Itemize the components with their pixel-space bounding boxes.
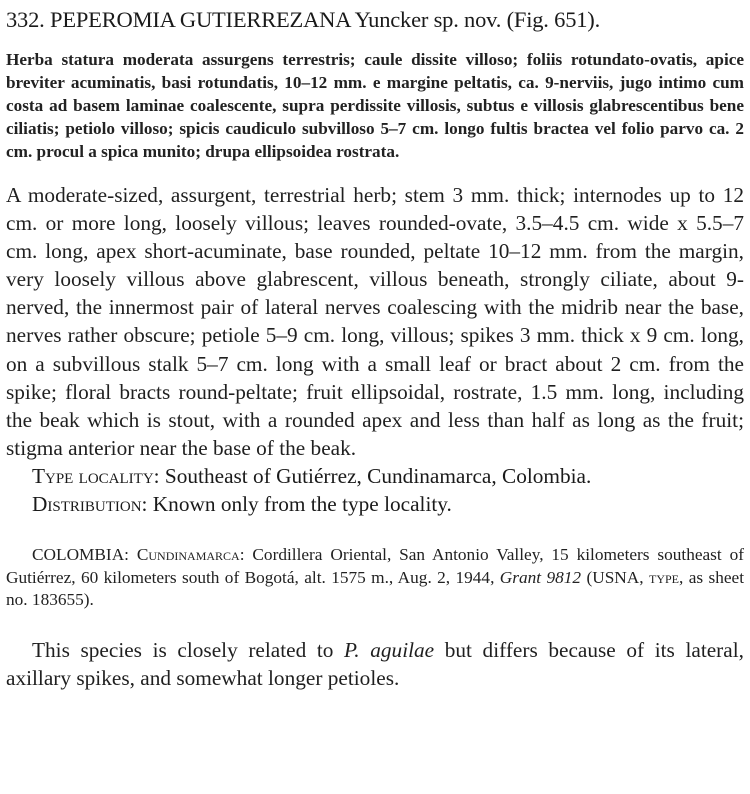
specimen-type-label: type, — [649, 567, 684, 587]
remark-species: P. aguilae — [344, 637, 435, 662]
distribution-label: Distribution: — [32, 492, 148, 517]
remark-after: but differs because of its lateral, axillary spikes, and somewhat longer petioles. — [6, 637, 744, 690]
specimen-locality: Cordillera Oriental, San Antonio Valley, 15 kilometers southeast of Gutiérrez, 60 kilometers south of Bogotá, alt. 1575 m., Aug. 2, 1944, — [6, 545, 744, 587]
specimen-citation — [6, 544, 744, 612]
distribution-value: Known only from the type locality. — [152, 492, 452, 517]
specimen-herbarium-open: (USNA, — [586, 567, 644, 587]
distribution — [6, 490, 744, 518]
specimen-country: COLOMBIA: — [32, 545, 129, 565]
species-number: 332. — [6, 7, 45, 32]
taxonomic-remark — [6, 636, 744, 692]
species-heading — [6, 6, 744, 34]
latin-description: Herba statura moderata assurgens terrestris; caule dissite villoso; foliis rotundato-ovatis, apice breviter acuminatis, basi rotundatis, 10–12 mm. e margine peltatis, ca. 9-nerviis, jugo intimo cum costa ad basem laminae coalescente, supra perdissite villosis, subtus e villosis glabrescentibus bene ciliatis; petiolo villoso; spicis caudiculo subvilloso 5–7 cm. longo fultis bractea vel folio parvo ca. 2 cm. procul a spica munito; drupa ellipsoidea rostrata. — [6, 50, 744, 161]
specimen-department: Cundinamarca: — [136, 545, 245, 565]
type-locality — [6, 462, 744, 490]
species-author: Yuncker sp. nov. (Fig. 651). — [354, 7, 601, 32]
specimen-herbarium-close: as sheet no. 183655). — [6, 567, 745, 610]
specimen-collector: Grant 9812 — [499, 567, 582, 587]
type-locality-label: Type locality: — [32, 463, 160, 488]
species-name: PEPEROMIA GUTIERREZANA — [50, 7, 351, 32]
english-description: A moderate-sized, assurgent, terrestrial herb; stem 3 mm. thick; internodes up to 12 cm. or more long, loosely villous; leaves rounded-ovate, 3.5–4.5 cm. wide x 5.5–7 cm. long, apex short-acuminate, base rounded, peltate 10–12 mm. from the margin, very loosely villous above glabrescent, villous beneath, strongly ciliate, about 9-nerved, the innermost pair of lateral nerves coalescing with the midrib near the base, nerves rather obscure; petiole 5–9 cm. long, villous; spikes 3 mm. thick x 9 cm. long, on a subvillous stalk 5–7 cm. long with a small leaf or bract about 2 cm. from the spike; floral bracts round-peltate; fruit ellipsoidal, rostrate, 1.5 mm. long, including the beak which is stout, with a rounded apex and less than half as long as the fruit; stigma anterior near the base of the beak. — [6, 183, 744, 460]
remark-before: This species is closely related to — [32, 637, 334, 662]
species-account — [6, 6, 744, 692]
type-locality-value: Southeast of Gutiérrez, Cundinamarca, Colombia. — [164, 463, 592, 488]
